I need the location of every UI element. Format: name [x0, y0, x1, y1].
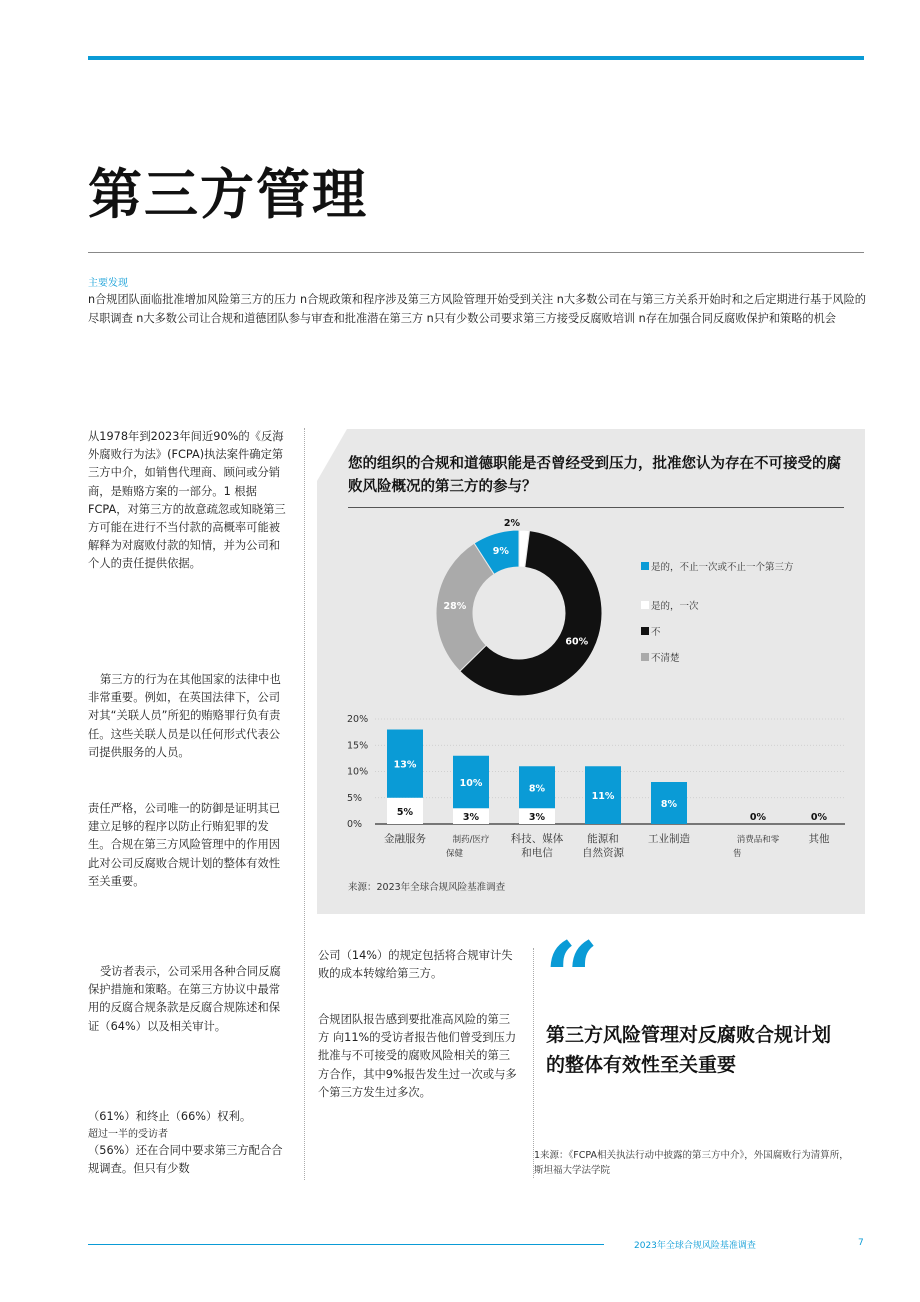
footer-line: [88, 1244, 604, 1245]
bar-chart: [347, 714, 845, 859]
bar-top-label-2: 8%: [528, 783, 546, 795]
x-label-0-0: 金融服务: [384, 833, 426, 845]
x-label-5-1: 售: [733, 849, 742, 859]
bar-bottom-label-2: 3%: [528, 812, 546, 824]
page-number: 7: [858, 1238, 864, 1248]
bar-top-label-3: 11%: [591, 791, 615, 803]
bar-top-label-1: 10%: [459, 778, 483, 789]
left-paragraph-5a: （61%）和终止（66%）权利。: [88, 1110, 252, 1123]
bar-top-label-0: 13%: [393, 759, 417, 771]
chart-question: 您的组织的合规和道德职能是否曾经受到压力，批准您认为存在不可接受的腐败风险概况的第三方的参与？: [348, 456, 841, 495]
x-label-3-0: 能源和: [587, 833, 619, 845]
quote-mark-icon: “: [544, 921, 600, 1034]
left-paragraph-5b: 超过一半的受访者: [88, 1129, 168, 1140]
footer-report-name: 2023年全球合规风险基准调查: [634, 1241, 756, 1251]
legend-item-no: 不: [641, 624, 661, 638]
middle-paragraph-1: 公司（14%）的规定包括将合规审计失败的成本转嫁给第三方。: [318, 949, 513, 981]
legend-swatch-white: [641, 601, 649, 609]
y-tick-3: 15%: [347, 740, 369, 752]
x-label-4-0: 工业制造: [648, 833, 690, 845]
bar-bottom-label-6: 0%: [810, 812, 828, 823]
x-label-5-0: 消费品和零: [736, 835, 780, 845]
bar-bottom-label-0: 5%: [396, 806, 414, 818]
left-paragraph-2: 第三方的行为在其他国家的法律中也非常重要。例如，在英国法律下，公司对其“关联人员”所犯的贿赂罪行负有责任。这些关联人员是以任何形式代表公司提供服务的人员。: [88, 673, 281, 759]
footnote: 1来源：《FCPA相关执法行动中披露的第三方中介》，外国腐败行为清算所，斯坦福大学法学院: [534, 1150, 849, 1176]
bar-bottom-label-1: 3%: [462, 812, 480, 824]
x-label-6-0: 其他: [808, 833, 830, 845]
x-label-2-0: 科技、媒体: [510, 833, 564, 845]
y-tick-4: 20%: [347, 714, 369, 725]
legend-swatch-blue: [641, 562, 649, 570]
chart-source: 来源：2023年全球合规风险基准调查: [348, 882, 506, 893]
left-paragraph-3: 责任严格，公司唯一的防御是证明其已建立足够的程序以防止行贿犯罪的发生。合规在第三方风险管理中的作用因此对公司反腐败合规计划的整体有效性至关重要。: [88, 802, 281, 888]
donut-label-2: 60%: [565, 636, 589, 648]
legend-swatch-black: [641, 627, 649, 635]
donut-label-0: 9%: [492, 546, 509, 558]
y-tick-2: 10%: [347, 766, 369, 778]
legend-swatch-gray: [641, 653, 649, 661]
x-label-2-1: 和电信: [521, 847, 553, 859]
key-findings-text: n合规团队面临批准增加风险第三方的压力 n合规政策和程序涉及第三方风险管理开始受到关注 n大多数公司在与第三方关系开始时和之后定期进行基于风险的尽职调查 n大多数公司让合规和道德团队参与审查和批准潜在第三方 n只有少数公司要求第三方接受反腐败培训 n存在加强合同反腐败保护和策略的机会: [88, 293, 866, 325]
bar-top-label-4: 8%: [660, 799, 678, 810]
bar-bottom-label-5: 0%: [749, 812, 767, 823]
middle-paragraph-2: 合规团队报告感到要批准高风险的第三方 向11%的受访者报告他们曾受到压力批准与不可接受的腐败风险相关的第三方合作，其中9%报告发生过一次或与多个第三方发生过多次。: [318, 1013, 517, 1099]
key-findings-label: 主要发现: [88, 278, 128, 289]
donut-label-1: 2%: [503, 518, 521, 529]
pull-quote: 第三方风险管理对反腐败合规计划的整体有效性至关重要: [546, 1024, 832, 1076]
legend-item-once: 是的，一次: [641, 598, 699, 612]
y-tick-1: 5%: [347, 792, 363, 804]
page-title: 第三方管理: [88, 163, 368, 226]
legend-item-multi: 是的，不止一次或不止一个第三方: [641, 559, 794, 573]
x-label-1-1: 保健: [446, 849, 464, 859]
legend-item-unsure: 不清楚: [641, 650, 680, 664]
donut-chart: [436, 518, 602, 696]
left-paragraph-5c: （56%）还在合同中要求第三方配合合规调查。但只有少数: [88, 1144, 283, 1176]
x-label-3-1: 自然资源: [582, 847, 624, 859]
donut-label-3: 28%: [443, 600, 467, 612]
left-paragraph-4: 受访者表示，公司采用各种合同反腐保护措施和策略。在第三方协议中最常用的反腐合规条款是反腐合规陈述和保证（64%）以及相关审计。: [88, 965, 281, 1033]
left-paragraph-1: 从1978年到2023年间近90%的《反海外腐败行为法》(FCPA)执法案件确定第三方中介，如销售代理商、顾问或分销商，是贿赂方案的一部分。1 根据FCPA，对第三方的故意疏忽或知晓第三方可能在进行不当付款的高概率可能被解释为对腐败付款的知情，并为公司和个人的责任提供依据。: [88, 430, 286, 571]
x-label-1-0: 制药/医疗: [452, 835, 490, 845]
y-tick-0: 0%: [347, 819, 363, 830]
